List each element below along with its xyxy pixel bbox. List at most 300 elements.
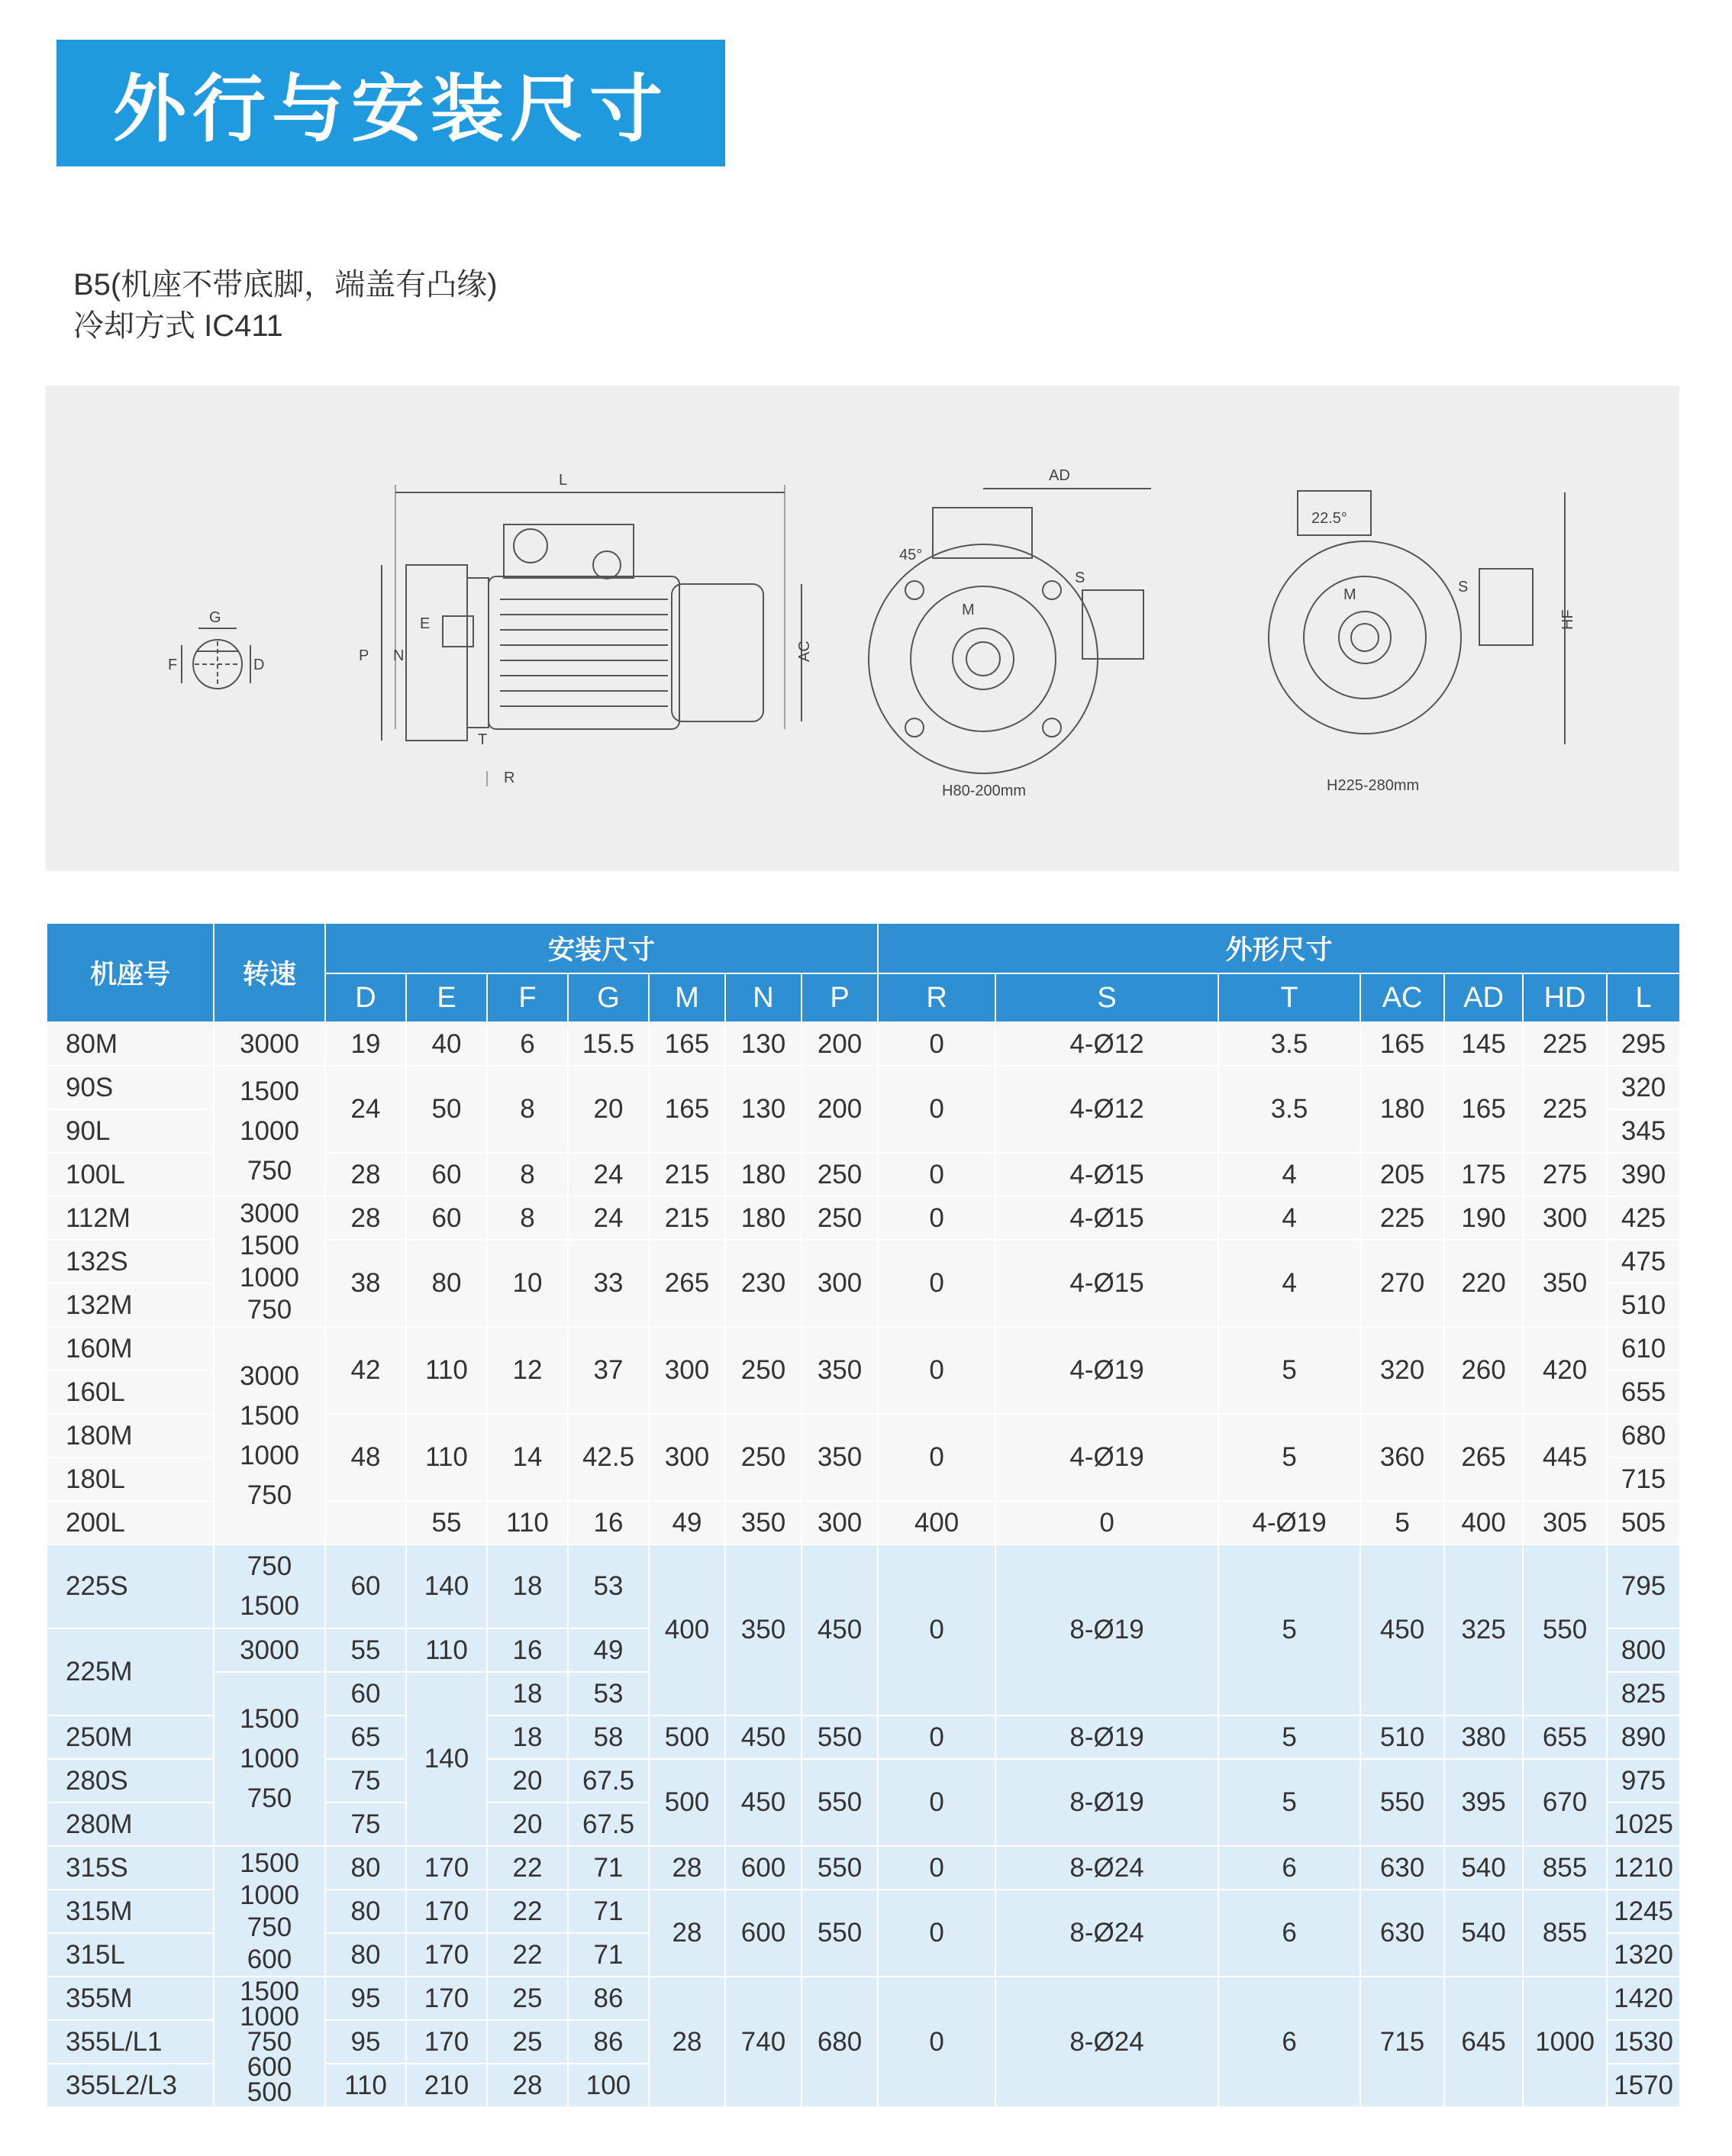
value-cell: 0 xyxy=(995,1501,1218,1544)
speed-value: 1500 xyxy=(240,1076,299,1106)
model-cell: 355L2/L3 xyxy=(47,2064,214,2107)
value-cell: 680 xyxy=(801,1977,878,2107)
value-cell: 795 xyxy=(1607,1544,1680,1628)
model-cell: 315S xyxy=(47,1846,214,1890)
speed-value: 1500 xyxy=(240,1591,299,1621)
motor-drawing-svg xyxy=(46,386,1679,871)
value-cell: 37 xyxy=(568,1327,649,1414)
install-dims-header: 安装尺寸 xyxy=(325,923,878,973)
col-s-header: S xyxy=(995,973,1218,1022)
value-cell: 24 xyxy=(325,1066,406,1153)
model-cell: 355L/L1 xyxy=(47,2020,214,2064)
value-cell: 4-Ø12 xyxy=(995,1022,1218,1066)
speed-value: 1000 xyxy=(240,1262,299,1293)
value-cell: 390 xyxy=(1607,1153,1680,1196)
value-cell: 360 xyxy=(1360,1414,1444,1501)
value-cell: 400 xyxy=(878,1501,995,1544)
value-cell: 15.5 xyxy=(568,1022,649,1066)
speed-value: 750 xyxy=(247,1480,292,1510)
speed-value: 1000 xyxy=(240,1440,299,1470)
value-cell: 100 xyxy=(568,2064,649,2107)
value-cell: 500 xyxy=(649,1759,725,1846)
value-cell: 25 xyxy=(487,1977,568,2020)
col-f-header: F xyxy=(487,973,568,1022)
value-cell: 610 xyxy=(1607,1327,1680,1370)
speed-value: 600 xyxy=(247,2052,292,2082)
value-cell: 305 xyxy=(1523,1501,1607,1544)
value-cell: 48 xyxy=(325,1414,406,1501)
col-n-header: N xyxy=(725,973,801,1022)
value-cell: 80 xyxy=(325,1890,406,1933)
model-cell: 225M xyxy=(47,1628,214,1715)
value-cell: 22 xyxy=(487,1890,568,1933)
value-cell: 18 xyxy=(487,1715,568,1759)
value-cell: 130 xyxy=(725,1022,801,1066)
value-cell: 1420 xyxy=(1607,1977,1680,2020)
table-row xyxy=(47,1066,1680,1109)
label-l: L xyxy=(559,472,568,489)
value-cell: 20 xyxy=(568,1066,649,1153)
speed-value: 1500 xyxy=(240,1400,299,1431)
value-cell: 180 xyxy=(725,1196,801,1240)
intro-text xyxy=(73,264,498,347)
table-row xyxy=(47,1327,1680,1370)
speed-cell: 3000 xyxy=(214,1022,325,1066)
value-cell: 550 xyxy=(1523,1544,1607,1715)
value-cell: 550 xyxy=(1360,1759,1444,1846)
label-angle-22: 22.5° xyxy=(1311,510,1347,527)
value-cell: 8-Ø19 xyxy=(995,1759,1218,1846)
value-cell: 4-Ø19 xyxy=(995,1414,1218,1501)
model-cell: 355M xyxy=(47,1977,214,2020)
value-cell: 8 xyxy=(487,1066,568,1153)
value-cell: 345 xyxy=(1607,1109,1680,1153)
value-cell: 18 xyxy=(487,1672,568,1715)
col-m-header: M xyxy=(649,973,725,1022)
col-g-header: G xyxy=(568,973,649,1022)
value-cell: 655 xyxy=(1523,1715,1607,1759)
value-cell: 325 xyxy=(1444,1544,1523,1715)
speed-value: 1500 xyxy=(240,1977,299,2006)
value-cell: 8-Ø24 xyxy=(995,1977,1218,2107)
model-cell: 250M xyxy=(47,1715,214,1759)
model-cell: 80M xyxy=(47,1022,214,1066)
value-cell: 16 xyxy=(487,1628,568,1672)
value-cell: 8-Ø19 xyxy=(995,1544,1218,1715)
value-cell: 400 xyxy=(1444,1501,1523,1544)
value-cell: 5 xyxy=(1218,1414,1360,1501)
value-cell: 170 xyxy=(406,1890,487,1933)
value-cell: 1530 xyxy=(1607,2020,1680,2064)
mount-type: B5(机座不带底脚，端盖有凸缘) xyxy=(73,268,498,302)
value-cell: 180 xyxy=(1360,1066,1444,1153)
caption-h225-280: H225-280mm xyxy=(1327,777,1420,794)
value-cell: 58 xyxy=(568,1715,649,1759)
value-cell: 890 xyxy=(1607,1715,1680,1759)
model-cell: 160L xyxy=(47,1370,214,1414)
value-cell: 350 xyxy=(725,1501,801,1544)
value-cell: 4 xyxy=(1218,1153,1360,1196)
value-cell: 210 xyxy=(406,2064,487,2107)
value-cell: 800 xyxy=(1607,1628,1680,1672)
value-cell: 67.5 xyxy=(568,1759,649,1803)
front-view-2 xyxy=(1269,491,1576,794)
value-cell: 67.5 xyxy=(568,1803,649,1846)
dimension-table xyxy=(46,922,1681,2108)
value-cell: 10 xyxy=(487,1240,568,1327)
value-cell: 630 xyxy=(1360,1846,1444,1890)
value-cell: 445 xyxy=(1523,1414,1607,1501)
shaft-section xyxy=(168,609,264,689)
value-cell: 28 xyxy=(325,1196,406,1240)
value-cell: 450 xyxy=(1360,1544,1444,1715)
speed-cell xyxy=(214,1977,325,2107)
value-cell: 300 xyxy=(801,1501,878,1544)
value-cell: 450 xyxy=(725,1715,801,1759)
value-cell: 540 xyxy=(1444,1890,1523,1977)
value-cell: 380 xyxy=(1444,1715,1523,1759)
value-cell: 110 xyxy=(325,2064,406,2107)
value-cell: 825 xyxy=(1607,1672,1680,1715)
col-hd-header: HD xyxy=(1523,973,1607,1022)
speed-cell xyxy=(214,1066,325,1196)
value-cell: 8 xyxy=(487,1196,568,1240)
speed-value: 1500 xyxy=(240,1848,299,1878)
value-cell: 4-Ø15 xyxy=(995,1196,1218,1240)
value-cell: 71 xyxy=(568,1890,649,1933)
outline-dims-header: 外形尺寸 xyxy=(878,923,1680,973)
value-cell: 165 xyxy=(1360,1022,1444,1066)
speed-cell xyxy=(214,1544,325,1628)
value-cell: 42 xyxy=(325,1327,406,1414)
value-cell: 3.5 xyxy=(1218,1066,1360,1153)
value-cell: 190 xyxy=(1444,1196,1523,1240)
value-cell: 715 xyxy=(1607,1457,1680,1501)
speed-value: 3000 xyxy=(240,1198,299,1228)
value-cell: 295 xyxy=(1607,1022,1680,1066)
value-cell: 215 xyxy=(649,1153,725,1196)
value-cell: 505 xyxy=(1607,1501,1680,1544)
table-row xyxy=(47,1196,1680,1240)
col-speed-header: 转速 xyxy=(214,923,325,1022)
value-cell: 25 xyxy=(487,2020,568,2064)
speed-value: 500 xyxy=(247,2077,292,2107)
value-cell: 28 xyxy=(649,1846,725,1890)
value-cell: 350 xyxy=(801,1414,878,1501)
value-cell: 12 xyxy=(487,1327,568,1414)
value-cell: 22 xyxy=(487,1933,568,1977)
value-cell: 500 xyxy=(649,1715,725,1759)
value-cell: 510 xyxy=(1360,1715,1444,1759)
dimension-drawing xyxy=(46,386,1679,871)
value-cell: 1210 xyxy=(1607,1846,1680,1890)
value-cell: 170 xyxy=(406,1846,487,1890)
value-cell: 55 xyxy=(325,1628,406,1672)
value-cell: 60 xyxy=(406,1153,487,1196)
model-cell: 280S xyxy=(47,1759,214,1803)
value-cell: 5 xyxy=(1218,1759,1360,1846)
col-d-header: D xyxy=(325,973,406,1022)
label-f: F xyxy=(168,657,178,673)
value-cell: 110 xyxy=(406,1327,487,1414)
value-cell: 0 xyxy=(878,1327,995,1414)
value-cell: 0 xyxy=(878,1846,995,1890)
value-cell: 65 xyxy=(325,1715,406,1759)
value-cell: 20 xyxy=(487,1803,568,1846)
value-cell: 4-Ø19 xyxy=(995,1327,1218,1414)
dimension-table-wrap xyxy=(46,922,1679,2108)
model-cell: 90L xyxy=(47,1109,214,1153)
value-cell: 170 xyxy=(406,2020,487,2064)
model-cell: 90S xyxy=(47,1066,214,1109)
value-cell: 630 xyxy=(1360,1890,1444,1977)
value-cell: 175 xyxy=(1444,1153,1523,1196)
value-cell: 170 xyxy=(406,1977,487,2020)
speed-cell: 3000 xyxy=(214,1628,325,1672)
value-cell: 28 xyxy=(649,1890,725,1977)
label-m-2: M xyxy=(1343,586,1356,603)
value-cell: 55 xyxy=(406,1501,487,1544)
value-cell: 450 xyxy=(801,1544,878,1715)
value-cell: 28 xyxy=(649,1977,725,2107)
value-cell: 265 xyxy=(1444,1414,1523,1501)
value-cell: 4-Ø12 xyxy=(995,1066,1218,1153)
col-model-header: 机座号 xyxy=(47,923,214,1022)
cooling-method: 冷却方式 IC411 xyxy=(73,309,283,343)
value-cell: 1570 xyxy=(1607,2064,1680,2107)
value-cell: 395 xyxy=(1444,1759,1523,1846)
speed-value: 1500 xyxy=(240,1704,299,1734)
value-cell: 24 xyxy=(568,1153,649,1196)
value-cell: 8-Ø24 xyxy=(995,1890,1218,1977)
speed-value: 750 xyxy=(247,1551,292,1581)
col-l-header: L xyxy=(1607,973,1680,1022)
value-cell: 42.5 xyxy=(568,1414,649,1501)
value-cell: 75 xyxy=(325,1759,406,1803)
value-cell: 145 xyxy=(1444,1022,1523,1066)
value-cell: 6 xyxy=(1218,1890,1360,1977)
value-cell: 20 xyxy=(487,1759,568,1803)
value-cell: 200 xyxy=(801,1066,878,1153)
value-cell: 22 xyxy=(487,1846,568,1890)
speed-value: 1000 xyxy=(240,1744,299,1774)
label-e: E xyxy=(420,615,431,632)
value-cell: 600 xyxy=(725,1890,801,1977)
speed-value: 750 xyxy=(247,2027,292,2057)
title-banner xyxy=(56,40,725,166)
value-cell: 4-Ø15 xyxy=(995,1153,1218,1196)
label-m-1: M xyxy=(962,602,975,618)
side-view xyxy=(359,472,813,786)
value-cell: 320 xyxy=(1607,1066,1680,1109)
value-cell: 4-Ø15 xyxy=(995,1240,1218,1327)
value-cell: 0 xyxy=(878,1240,995,1327)
col-ad-header: AD xyxy=(1444,973,1523,1022)
speed-value: 1000 xyxy=(240,1115,299,1146)
page-title: 外行与安装尺寸 xyxy=(113,66,669,152)
table-row xyxy=(47,1544,1680,1628)
value-cell: 1245 xyxy=(1607,1890,1680,1933)
value-cell: 8-Ø24 xyxy=(995,1846,1218,1890)
value-cell: 0 xyxy=(878,1153,995,1196)
value-cell: 110 xyxy=(487,1501,568,1544)
value-cell: 300 xyxy=(1523,1196,1607,1240)
value-cell: 16 xyxy=(568,1501,649,1544)
value-cell: 165 xyxy=(1444,1066,1523,1153)
model-cell: 280M xyxy=(47,1803,214,1846)
value-cell: 855 xyxy=(1523,1846,1607,1890)
value-cell: 165 xyxy=(649,1066,725,1153)
table-row xyxy=(47,1846,1680,1890)
value-cell: 1320 xyxy=(1607,1933,1680,1977)
value-cell: 200 xyxy=(801,1022,878,1066)
value-cell: 0 xyxy=(878,1196,995,1240)
value-cell: 71 xyxy=(568,1933,649,1977)
value-cell: 95 xyxy=(325,2020,406,2064)
value-cell: 0 xyxy=(878,1414,995,1501)
model-cell: 180M xyxy=(47,1414,214,1457)
value-cell: 275 xyxy=(1523,1153,1607,1196)
value-cell: 80 xyxy=(325,1933,406,1977)
value-cell: 5 xyxy=(1218,1327,1360,1414)
value-cell: 670 xyxy=(1523,1759,1607,1846)
value-cell: 170 xyxy=(406,1933,487,1977)
value-cell: 86 xyxy=(568,1977,649,2020)
speed-cell xyxy=(214,1327,325,1544)
value-cell: 270 xyxy=(1360,1240,1444,1327)
value-cell: 0 xyxy=(878,1066,995,1153)
speed-cell xyxy=(214,1846,325,1977)
value-cell: 260 xyxy=(1444,1327,1523,1414)
value-cell: 80 xyxy=(406,1240,487,1327)
col-ac-header: AC xyxy=(1360,973,1444,1022)
speed-cell xyxy=(214,1196,325,1327)
value-cell: 18 xyxy=(487,1544,568,1628)
col-p-header: P xyxy=(801,973,878,1022)
value-cell: 0 xyxy=(878,1890,995,1977)
value-cell: 400 xyxy=(649,1544,725,1715)
value-cell: 0 xyxy=(878,1759,995,1846)
value-cell: 28 xyxy=(325,1153,406,1196)
value-cell: 350 xyxy=(725,1544,801,1715)
value-cell: 5 xyxy=(1218,1715,1360,1759)
label-n: N xyxy=(393,647,405,664)
value-cell: 110 xyxy=(406,1414,487,1501)
value-cell: 19 xyxy=(325,1022,406,1066)
value-cell: 350 xyxy=(801,1327,878,1414)
value-cell: 215 xyxy=(649,1196,725,1240)
value-cell: 60 xyxy=(325,1672,406,1715)
model-cell: 100L xyxy=(47,1153,214,1196)
value-cell: 0 xyxy=(878,1715,995,1759)
speed-value: 3000 xyxy=(240,1360,299,1391)
speed-cell xyxy=(325,1501,406,1544)
speed-value: 750 xyxy=(247,1294,292,1325)
label-s-2: S xyxy=(1458,579,1469,595)
value-cell: 75 xyxy=(325,1803,406,1846)
label-s-1: S xyxy=(1075,570,1085,586)
speed-value: 750 xyxy=(247,1155,292,1186)
value-cell: 40 xyxy=(406,1022,487,1066)
model-cell: 200L xyxy=(47,1501,214,1544)
value-cell: 0 xyxy=(878,1544,995,1715)
value-cell: 975 xyxy=(1607,1759,1680,1803)
value-cell: 475 xyxy=(1607,1240,1680,1283)
value-cell: 4 xyxy=(1218,1240,1360,1327)
value-cell: 180 xyxy=(725,1153,801,1196)
table-row xyxy=(47,1022,1680,1066)
value-cell: 60 xyxy=(406,1196,487,1240)
value-cell: 855 xyxy=(1523,1890,1607,1977)
model-cell: 315M xyxy=(47,1890,214,1933)
value-cell: 165 xyxy=(649,1022,725,1066)
value-cell: 220 xyxy=(1444,1240,1523,1327)
value-cell: 225 xyxy=(1523,1066,1607,1153)
value-cell: 95 xyxy=(325,1977,406,2020)
value-cell: 550 xyxy=(801,1890,878,1977)
value-cell: 510 xyxy=(1607,1283,1680,1327)
model-cell: 315L xyxy=(47,1933,214,1977)
value-cell: 225 xyxy=(1360,1196,1444,1240)
speed-cell xyxy=(214,1672,325,1846)
speed-value: 1000 xyxy=(240,2002,299,2032)
col-e-header: E xyxy=(406,973,487,1022)
value-cell: 550 xyxy=(801,1715,878,1759)
label-ac: AC xyxy=(796,641,813,662)
value-cell: 250 xyxy=(725,1414,801,1501)
speed-value: 1500 xyxy=(240,1230,299,1260)
value-cell: 24 xyxy=(568,1196,649,1240)
value-cell: 60 xyxy=(325,1544,406,1628)
value-cell: 680 xyxy=(1607,1414,1680,1457)
value-cell: 8 xyxy=(487,1153,568,1196)
value-cell: 5 xyxy=(1360,1501,1444,1544)
value-cell: 49 xyxy=(568,1628,649,1672)
label-ad: AD xyxy=(1049,467,1070,484)
label-d: D xyxy=(253,657,265,673)
value-cell: 71 xyxy=(568,1846,649,1890)
value-cell: 140 xyxy=(406,1672,487,1846)
speed-value: 600 xyxy=(247,1944,292,1974)
value-cell: 4-Ø19 xyxy=(1218,1501,1360,1544)
model-cell: 160M xyxy=(47,1327,214,1370)
value-cell: 53 xyxy=(568,1544,649,1628)
value-cell: 1025 xyxy=(1607,1803,1680,1846)
value-cell: 250 xyxy=(801,1196,878,1240)
col-r-header: R xyxy=(878,973,995,1022)
label-angle-45: 45° xyxy=(899,547,923,563)
value-cell: 6 xyxy=(487,1022,568,1066)
value-cell: 600 xyxy=(725,1846,801,1890)
value-cell: 715 xyxy=(1360,1977,1444,2107)
model-cell: 132M xyxy=(47,1283,214,1327)
value-cell: 230 xyxy=(725,1240,801,1327)
value-cell: 5 xyxy=(1218,1544,1360,1715)
label-t: T xyxy=(478,731,488,748)
value-cell: 300 xyxy=(649,1414,725,1501)
value-cell: 33 xyxy=(568,1240,649,1327)
col-t-header: T xyxy=(1218,973,1360,1022)
speed-value: 1000 xyxy=(240,1880,299,1910)
model-cell: 180L xyxy=(47,1457,214,1501)
value-cell: 350 xyxy=(1523,1240,1607,1327)
value-cell: 4 xyxy=(1218,1196,1360,1240)
value-cell: 80 xyxy=(325,1846,406,1890)
value-cell: 6 xyxy=(1218,1846,1360,1890)
value-cell: 550 xyxy=(801,1759,878,1846)
value-cell: 265 xyxy=(649,1240,725,1327)
value-cell: 140 xyxy=(406,1544,487,1628)
